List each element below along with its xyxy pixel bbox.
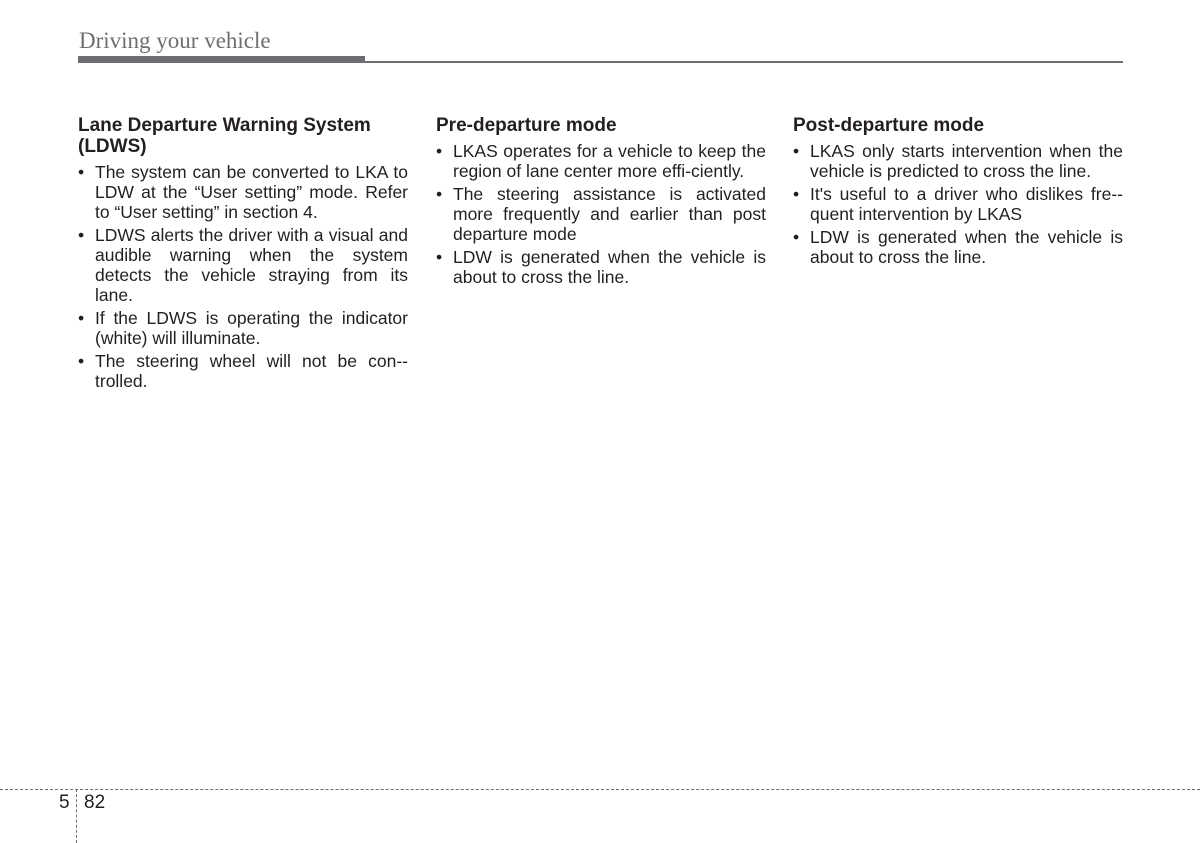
list-item-text: If the LDWS is operating the indicator (white) will illuminate. bbox=[95, 308, 408, 348]
list-item bbox=[78, 162, 408, 222]
list-item bbox=[793, 184, 1123, 224]
bullet-icon: • bbox=[78, 162, 85, 182]
section-title: Driving your vehicle bbox=[79, 28, 271, 53]
column-post-departure bbox=[793, 115, 1123, 270]
bullet-icon: • bbox=[436, 141, 443, 161]
list-item-text: LDW is generated when the vehicle is about to cross the line. bbox=[810, 227, 1123, 267]
post-departure-heading: Post-departure mode bbox=[793, 115, 985, 136]
header-rule bbox=[78, 61, 1123, 63]
bullet-icon: • bbox=[78, 225, 85, 245]
bullet-icon: • bbox=[78, 351, 85, 371]
list-item-text: LDW is generated when the vehicle is about to cross the line. bbox=[453, 247, 766, 287]
bullet-icon: • bbox=[436, 247, 443, 267]
list-item bbox=[78, 308, 408, 348]
list-item-text: The steering assistance is activated more frequently and earlier than post departure mode bbox=[453, 184, 766, 244]
list-item-text: The steering wheel will not be con-trolled. bbox=[95, 351, 408, 391]
list-item bbox=[78, 351, 408, 391]
list-item bbox=[793, 141, 1123, 181]
footer-divider bbox=[76, 789, 77, 843]
post-departure-bullet-list bbox=[793, 141, 1123, 267]
list-item-text: LKAS only starts intervention when the vehicle is predicted to cross the line. bbox=[810, 141, 1123, 181]
bullet-icon: • bbox=[793, 141, 800, 161]
list-item-text: LKAS operates for a vehicle to keep the region of lane center more effi-ciently. bbox=[453, 141, 766, 181]
list-item-text: It's useful to a driver who dislikes fre-quent intervention by LKAS bbox=[810, 184, 1123, 224]
footer-rule bbox=[0, 789, 1200, 790]
pre-departure-bullet-list bbox=[436, 141, 766, 287]
bullet-icon: • bbox=[436, 184, 443, 204]
list-item bbox=[793, 227, 1123, 267]
ldws-heading-line2: (LDWS) bbox=[78, 136, 147, 157]
column-pre-departure bbox=[436, 115, 766, 290]
ldws-heading bbox=[78, 115, 408, 157]
list-item bbox=[436, 247, 766, 287]
column-ldws bbox=[78, 115, 408, 394]
bullet-icon: • bbox=[793, 184, 800, 204]
ldws-heading-line1: Lane Departure Warning System bbox=[78, 115, 371, 136]
chapter-number: 5 bbox=[59, 792, 70, 813]
list-item-text: LDWS alerts the driver with a visual and audible warning when the system detects the vehicle straying from its lane. bbox=[95, 225, 408, 305]
list-item bbox=[436, 141, 766, 181]
list-item-text: The system can be converted to LKA to LDW at the “User setting” mode. Refer to “User setting” in section 4. bbox=[95, 162, 408, 222]
ldws-bullet-list bbox=[78, 162, 408, 391]
bullet-icon: • bbox=[78, 308, 85, 328]
pre-departure-heading: Pre-departure mode bbox=[436, 115, 617, 136]
list-item bbox=[436, 184, 766, 244]
page-number: 82 bbox=[84, 792, 106, 813]
bullet-icon: • bbox=[793, 227, 800, 247]
list-item bbox=[78, 225, 408, 305]
